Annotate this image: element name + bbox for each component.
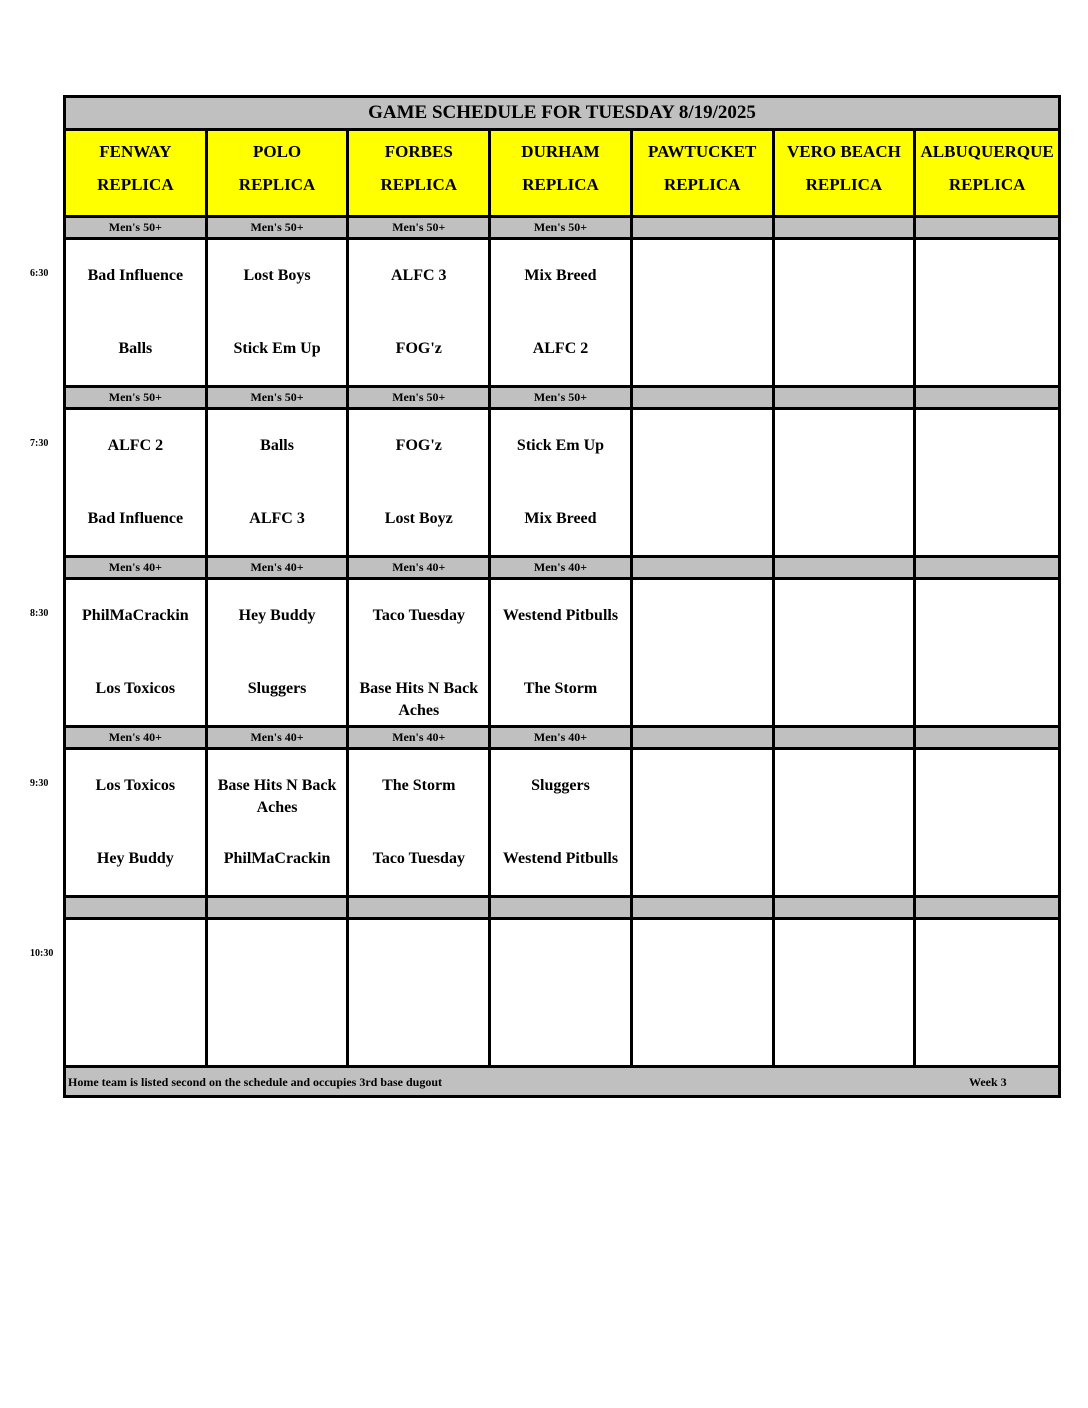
division-label <box>916 218 1058 237</box>
field-name: DURHAM <box>521 142 600 161</box>
division-label: Men's 40+ <box>349 558 491 577</box>
field-subtitle: REPLICA <box>97 175 174 194</box>
game-cell <box>208 750 350 895</box>
division-label: Men's 40+ <box>66 728 208 747</box>
division-label <box>491 898 633 917</box>
away-team: Westend Pitbulls <box>502 607 619 624</box>
time-slot-label: 7:30 <box>30 438 49 449</box>
game-cell <box>916 580 1058 725</box>
game-cell <box>916 750 1058 895</box>
away-team: Mix Breed <box>524 267 597 284</box>
field-name: PAWTUCKET <box>648 142 757 161</box>
division-label <box>916 898 1058 917</box>
division-label <box>349 898 491 917</box>
time-slot-label: 8:30 <box>30 608 49 619</box>
division-label <box>775 898 917 917</box>
game-row <box>66 580 1058 728</box>
away-team: Lost Boys <box>243 267 311 284</box>
field-header-forbes <box>349 131 491 215</box>
field-header-durham <box>491 131 633 215</box>
field-subtitle: REPLICA <box>663 175 741 194</box>
division-label <box>775 218 917 237</box>
division-row <box>66 388 1058 410</box>
field-subtitle: REPLICA <box>948 175 1026 194</box>
division-label <box>916 558 1058 577</box>
home-team: Base Hits N Back Aches <box>359 680 479 719</box>
home-team: Bad Influence <box>87 510 184 527</box>
division-label: Men's 50+ <box>208 388 350 407</box>
home-team: Mix Breed <box>524 510 597 527</box>
footer-row <box>66 1068 1058 1095</box>
game-cell <box>633 410 775 555</box>
away-team: Taco Tuesday <box>372 607 465 624</box>
division-row <box>66 558 1058 580</box>
division-label: Men's 50+ <box>491 218 633 237</box>
schedule-title: GAME SCHEDULE FOR TUESDAY 8/19/2025 <box>66 98 1058 131</box>
field-header-fenway <box>66 131 208 215</box>
game-cell <box>349 920 491 1065</box>
game-cell <box>916 410 1058 555</box>
game-cell <box>491 920 633 1065</box>
field-name: VERO BEACH <box>787 142 901 161</box>
home-team: Taco Tuesday <box>372 850 465 867</box>
game-cell <box>66 750 208 895</box>
division-label: Men's 50+ <box>491 388 633 407</box>
division-label <box>633 218 775 237</box>
time-slot-label: 6:30 <box>30 268 49 279</box>
game-schedule-table <box>63 95 1061 1098</box>
field-subtitle: REPLICA <box>522 175 599 194</box>
division-row <box>66 728 1058 750</box>
home-team: Westend Pitbulls <box>502 850 619 867</box>
home-team: ALFC 3 <box>249 510 305 527</box>
game-cell <box>775 410 917 555</box>
field-name: ALBUQUERQUE <box>920 142 1054 161</box>
game-cell <box>208 920 350 1065</box>
home-team: Los Toxicos <box>95 680 176 697</box>
game-cell <box>66 920 208 1065</box>
division-label <box>633 558 775 577</box>
division-label: Men's 50+ <box>66 388 208 407</box>
week-label: Week 3 <box>969 1075 1007 1089</box>
division-label <box>775 728 917 747</box>
game-row <box>66 750 1058 898</box>
division-label: Men's 40+ <box>208 728 350 747</box>
game-cell <box>491 410 633 555</box>
division-label: Men's 40+ <box>349 728 491 747</box>
home-team: FOG'z <box>395 340 442 357</box>
game-cell <box>349 580 491 725</box>
game-cell <box>633 920 775 1065</box>
away-team: ALFC 2 <box>107 437 164 454</box>
game-cell <box>349 750 491 895</box>
game-cell <box>775 750 917 895</box>
game-cell <box>66 580 208 725</box>
field-header-polo <box>208 131 350 215</box>
away-team: ALFC 3 <box>391 267 447 284</box>
division-label: Men's 50+ <box>349 388 491 407</box>
field-name: FORBES <box>384 142 453 161</box>
game-cell <box>633 580 775 725</box>
game-row <box>66 240 1058 388</box>
away-team: Balls <box>260 437 294 454</box>
division-label <box>633 898 775 917</box>
away-team: Sluggers <box>531 777 590 794</box>
time-slot-label: 10:30 <box>30 948 54 959</box>
away-team: Hey Buddy <box>238 607 316 624</box>
time-column <box>0 0 64 1408</box>
away-team: Stick Em Up <box>516 437 605 454</box>
game-cell <box>491 750 633 895</box>
division-label: Men's 40+ <box>491 558 633 577</box>
home-team: Balls <box>118 340 153 357</box>
game-cell <box>916 240 1058 385</box>
division-label <box>916 388 1058 407</box>
field-header-albuquerque <box>916 131 1058 215</box>
home-team: PhilMaCrackin <box>223 850 331 867</box>
game-cell <box>349 410 491 555</box>
field-header-vero-beach <box>775 131 917 215</box>
game-row <box>66 410 1058 558</box>
division-label <box>775 388 917 407</box>
division-label <box>916 728 1058 747</box>
away-team: FOG'z <box>395 437 442 454</box>
home-team: Lost Boyz <box>384 510 453 527</box>
field-header-pawtucket <box>633 131 775 215</box>
game-cell <box>775 580 917 725</box>
game-cell <box>491 240 633 385</box>
home-team: Sluggers <box>247 680 307 697</box>
game-cell <box>491 580 633 725</box>
game-cell <box>66 410 208 555</box>
game-cell <box>775 240 917 385</box>
division-label <box>775 558 917 577</box>
away-team: The Storm <box>382 777 456 794</box>
division-label <box>633 388 775 407</box>
home-team-note: Home team is listed second on the schedule and occupies 3rd base dugout <box>68 1075 443 1089</box>
game-cell <box>208 240 350 385</box>
away-team: Los Toxicos <box>95 777 176 794</box>
division-label <box>66 898 208 917</box>
field-subtitle: REPLICA <box>238 175 316 194</box>
away-team: Bad Influence <box>87 267 184 284</box>
away-team: PhilMaCrackin <box>82 607 189 624</box>
game-cell <box>66 240 208 385</box>
time-slots <box>66 218 1058 1068</box>
home-team: ALFC 2 <box>532 340 589 357</box>
game-cell <box>775 920 917 1065</box>
division-label: Men's 40+ <box>208 558 350 577</box>
division-label: Men's 40+ <box>66 558 208 577</box>
field-name: FENWAY <box>99 142 172 161</box>
field-header-row <box>66 131 1058 218</box>
home-team: Hey Buddy <box>96 850 174 867</box>
division-label: Men's 50+ <box>349 218 491 237</box>
game-cell <box>633 240 775 385</box>
division-label <box>633 728 775 747</box>
game-cell <box>916 920 1058 1065</box>
game-cell <box>633 750 775 895</box>
game-cell <box>349 240 491 385</box>
home-team: Stick Em Up <box>233 340 321 357</box>
time-slot-label: 9:30 <box>30 778 49 789</box>
division-label: Men's 50+ <box>66 218 208 237</box>
game-row <box>66 920 1058 1068</box>
division-row <box>66 218 1058 240</box>
field-subtitle: REPLICA <box>805 175 883 194</box>
division-label: Men's 40+ <box>491 728 633 747</box>
game-cell <box>208 580 350 725</box>
division-label <box>208 898 350 917</box>
division-row <box>66 898 1058 920</box>
home-team: The Storm <box>523 680 598 697</box>
game-cell <box>208 410 350 555</box>
field-subtitle: REPLICA <box>380 175 458 194</box>
division-label: Men's 50+ <box>208 218 350 237</box>
away-team: Base Hits N Back Aches <box>217 777 337 816</box>
field-name: POLO <box>252 142 302 161</box>
